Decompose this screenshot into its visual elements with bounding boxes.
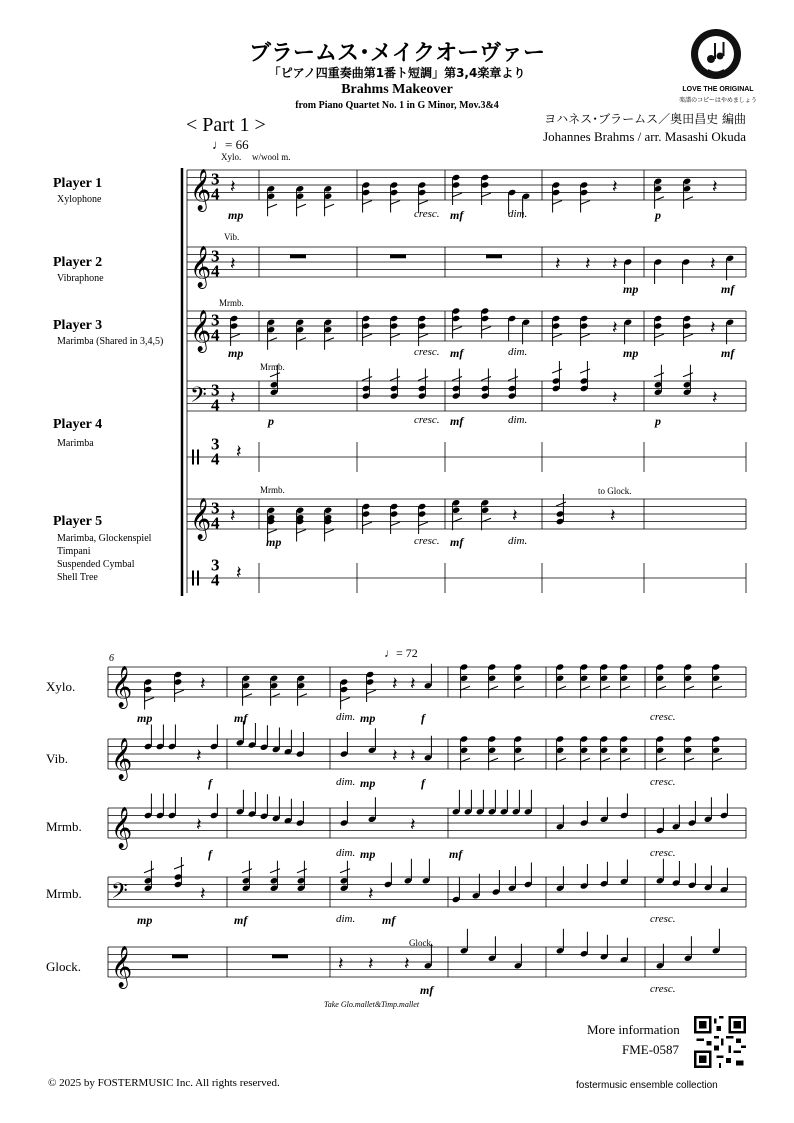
copyright: © 2025 by FOSTERMUSIC Inc. All rights reserved. (48, 1077, 280, 1089)
quarter-rest-icon: 𝄽 (712, 176, 718, 198)
dynamic-p: p (655, 208, 661, 222)
dynamic-mf: mf (234, 711, 248, 725)
tremolo-slash (452, 193, 462, 197)
dynamic-f: f (208, 776, 212, 790)
tremolo-slash (390, 377, 400, 381)
tremolo-slash (270, 869, 280, 873)
dynamic-dim: dim. (336, 847, 356, 859)
composer-japanese: ヨハネス･ブラームス／奥田昌史 編曲 (544, 112, 746, 126)
tremolo-slash (296, 530, 306, 534)
player-5-name: Player 5 (53, 514, 103, 529)
instrument-note-glock: Glock. (409, 938, 434, 948)
percussion-clef-icon (197, 571, 199, 586)
player-2-instrument: Vibraphone (57, 273, 104, 284)
dynamic-mf: mf (450, 346, 464, 360)
quarter-rest-icon: 𝄽 (230, 253, 236, 275)
note-heads (144, 174, 735, 975)
time-signature-top: 3 (211, 310, 220, 330)
treble-clef-icon: 𝄞 (190, 310, 212, 352)
player-3-name: Player 3 (53, 318, 103, 333)
quarter-rest-icon: 𝄽 (710, 317, 716, 339)
dynamic-mf: mf (450, 414, 464, 428)
quarter-rest-icon: 𝄽 (236, 441, 242, 463)
part-label: < Part 1 > (186, 114, 266, 136)
quarter-rest-icon: 𝄽 (196, 814, 202, 836)
player-3-instrument: Marimba (Shared in 3,4,5) (57, 336, 164, 347)
logo-subcaption: 楽譜のコピーはやめましょう (679, 97, 757, 104)
tremolo-slash (552, 334, 562, 338)
whole-rest-icon (390, 255, 406, 259)
tremolo-slash (552, 369, 562, 373)
tremolo-slash (390, 334, 400, 338)
staff-name-mrmb-1: Mrmb. (46, 819, 82, 834)
quarter-rest-icon: 𝄽 (196, 745, 202, 767)
dynamic-dim: dim. (336, 711, 356, 723)
tremolo-slash (270, 373, 280, 377)
player-2-name: Player 2 (53, 255, 103, 270)
player-5-instrument-4: Shell Tree (57, 572, 98, 583)
dynamic-mf: mf (721, 282, 735, 296)
time-signature-top: 3 (211, 434, 220, 454)
tremolo-slash (683, 373, 693, 377)
tremolo-slash (418, 522, 428, 526)
tremolo-slash (481, 193, 491, 197)
tremolo-slash (267, 204, 277, 208)
dynamic-dim: dim. (508, 414, 528, 426)
quarter-rest-icon: 𝄽 (392, 745, 398, 767)
quarter-rest-icon: 𝄽 (392, 673, 398, 695)
quarter-rest-icon: 𝄽 (410, 814, 416, 836)
tremolo-slash (362, 201, 372, 205)
dynamic-p: p (655, 414, 661, 428)
time-signature-top: 3 (211, 555, 220, 575)
tremolo-slash (297, 869, 307, 873)
time-signature-bottom: 4 (211, 184, 220, 204)
quarter-rest-icon: 𝄽 (368, 883, 374, 905)
time-signature-bottom: 4 (211, 449, 220, 469)
tremolo-slash (683, 334, 693, 338)
quarter-rest-icon: 𝄽 (230, 387, 236, 409)
tremolo-slash (362, 377, 372, 381)
quarter-rest-icon: 𝄽 (612, 176, 618, 198)
quarter-note-icon: ♩ (384, 646, 396, 660)
dynamic-mp: mp (360, 711, 376, 725)
tremolo-slash (452, 377, 462, 381)
quarter-rest-icon: 𝄽 (410, 745, 416, 767)
treble-clef-icon: 𝄞 (111, 807, 133, 849)
quarter-rest-icon: 𝄽 (612, 317, 618, 339)
dynamic-mf: mf (420, 983, 434, 997)
tremolo-slash (654, 334, 664, 338)
quarter-rest-icon: 𝄽 (555, 253, 561, 275)
tremolo-slash (580, 201, 590, 205)
tremolo-slash (324, 204, 334, 208)
dynamic-f: f (421, 711, 425, 725)
tempo-value-2: = 72 (396, 646, 418, 660)
dynamic-dim: dim. (336, 776, 356, 788)
tremolo-slash (552, 201, 562, 205)
staff-name-xylo: Xylo. (46, 679, 76, 694)
tremolo-slash (654, 373, 664, 377)
dynamic-p: p (268, 414, 274, 428)
quarter-rest-icon: 𝄽 (712, 387, 718, 409)
percussion-clef-icon (192, 571, 194, 586)
quarter-rest-icon: 𝄽 (410, 673, 416, 695)
tremolo-slash (144, 698, 154, 702)
dynamic-cresc: cresc. (414, 535, 440, 547)
dynamic-mp: mp (137, 711, 153, 725)
quarter-rest-icon: 𝄽 (585, 253, 591, 275)
take-mallet-instruction: Take Glo.mallet&Timp.mallet (324, 1000, 420, 1009)
dynamic-cresc: cresc. (414, 414, 440, 426)
dynamic-f: f (421, 776, 425, 790)
quarter-rest-icon: 𝄽 (612, 387, 618, 409)
time-signature-bottom: 4 (211, 261, 220, 281)
title-japanese: ブラームス･メイクオーヴァー (249, 41, 545, 66)
player-4-instrument: Marimba (57, 438, 94, 449)
tremolo-slash (580, 369, 590, 373)
dynamic-mf: mf (450, 208, 464, 222)
quarter-rest-icon: 𝄽 (230, 505, 236, 527)
tremolo-slash (580, 334, 590, 338)
treble-clef-icon: 𝄞 (190, 246, 212, 288)
time-signature-top: 3 (211, 169, 220, 189)
dynamic-dim: dim. (508, 208, 528, 220)
bass-clef-icon: 𝄢 (190, 382, 207, 413)
time-signature-bottom: 4 (211, 325, 220, 345)
quarter-rest-icon: 𝄽 (200, 673, 206, 695)
tremolo-slash (174, 865, 184, 869)
instrument-note-to-glock: to Glock. (598, 486, 632, 496)
percussion-clef-icon (192, 450, 194, 465)
dynamic-cresc: cresc. (650, 913, 676, 925)
percussion-clef-icon (197, 450, 199, 465)
quarter-rest-icon: 𝄽 (404, 953, 410, 975)
treble-clef-icon: 𝄞 (111, 738, 133, 780)
dynamic-cresc: cresc. (650, 711, 676, 723)
dynamic-dim: dim. (508, 535, 528, 547)
time-signature-bottom: 4 (211, 570, 220, 590)
instrument-note-mrmb-4: Mrmb. (260, 362, 285, 372)
tremolo-slash (556, 502, 566, 506)
dynamic-mp: mp (228, 208, 244, 222)
treble-clef-icon: 𝄞 (190, 169, 212, 211)
tremolo-slash (267, 530, 277, 534)
clefs (111, 169, 220, 989)
tremolo-slash (242, 869, 252, 873)
tremolo-slash (390, 522, 400, 526)
treble-clef-icon: 𝄞 (111, 666, 133, 708)
player-5-instrument-3: Suspended Cymbal (57, 559, 135, 570)
tremolo-slash (508, 377, 518, 381)
staff-lines (108, 170, 746, 977)
qr-code-icon (694, 1016, 746, 1068)
time-signature-top: 3 (211, 246, 220, 266)
subtitle-japanese: 「ピアノ四重奏曲第1番ト短調」第3,4楽章より (268, 66, 526, 80)
tremolo-slash (418, 201, 428, 205)
tremolo-slash (324, 530, 334, 534)
dynamic-mf: mf (234, 913, 248, 927)
tremolo-slash (362, 334, 372, 338)
player-1-name: Player 1 (53, 176, 103, 191)
dynamic-cresc: cresc. (414, 208, 440, 220)
more-information-label: More information (587, 1022, 680, 1037)
composer-english: Johannes Brahms / arr. Masashi Okuda (543, 129, 746, 144)
instrument-note-mrmb-3: Mrmb. (219, 298, 244, 308)
quarter-note-icon: ♩ (212, 137, 225, 152)
dynamic-cresc: cresc. (414, 346, 440, 358)
tremolo-slash (418, 377, 428, 381)
tremolo-slash (481, 327, 491, 331)
instrument-note-mrmb-5: Mrmb. (260, 485, 285, 495)
dynamic-mp: mp (360, 847, 376, 861)
dynamic-mp: mp (228, 346, 244, 360)
tremolo-slash (230, 334, 240, 338)
tremolo-slash (296, 204, 306, 208)
time-signature-bottom: 4 (211, 395, 220, 415)
dynamic-mf: mf (449, 847, 463, 861)
player-5-instrument-1: Marimba, Glockenspiel (57, 533, 152, 544)
dynamic-mf: mf (721, 346, 735, 360)
time-signature-top: 3 (211, 380, 220, 400)
dynamic-mf: mf (382, 913, 396, 927)
subtitle-english: from Piano Quartet No. 1 in G Minor, Mov.3&4 (295, 100, 499, 111)
time-signature-bottom: 4 (211, 513, 220, 533)
barlines (108, 168, 746, 977)
staff-name-glock: Glock. (46, 959, 82, 974)
dynamic-mp: mp (266, 535, 282, 549)
quarter-rest-icon: 𝄽 (338, 953, 344, 975)
player-5-instrument-2: Timpani (57, 546, 91, 557)
bass-clef-icon: 𝄢 (111, 878, 128, 909)
logo-caption: LOVE THE ORIGINAL (682, 86, 754, 93)
tremolo-slash (340, 698, 350, 702)
tremolo-slash (144, 869, 154, 873)
dynamic-mp: mp (360, 776, 376, 790)
staff-name-mrmb-2: Mrmb. (46, 886, 82, 901)
quarter-rest-icon: 𝄽 (512, 505, 518, 527)
quarter-rest-icon: 𝄽 (612, 253, 618, 275)
tremolo-slash (366, 690, 376, 694)
quarter-rest-icon: 𝄽 (200, 883, 206, 905)
tremolo-slash (481, 377, 491, 381)
dynamic-dim: dim. (508, 346, 528, 358)
dynamic-dim: dim. (336, 913, 356, 925)
player-1-instrument: Xylophone (57, 194, 102, 205)
tremolo-slash (452, 327, 462, 331)
tremolo-slash (340, 869, 350, 873)
product-code: FME-0587 (622, 1042, 680, 1057)
dynamic-cresc: cresc. (650, 983, 676, 995)
tremolo-slash (390, 201, 400, 205)
whole-rest-icon (172, 955, 188, 959)
whole-rest-icon (486, 255, 502, 259)
whole-rest-icon (272, 955, 288, 959)
tempo-value-1: = 66 (225, 137, 249, 152)
player-4-name: Player 4 (53, 417, 103, 432)
quarter-rest-icon: 𝄽 (368, 953, 374, 975)
quarter-rest-icon: 𝄽 (610, 505, 616, 527)
staff-name-vib: Vib. (46, 751, 68, 766)
time-signature-top: 3 (211, 498, 220, 518)
quarter-rest-icon: 𝄽 (236, 562, 242, 584)
whole-rest-icon (290, 255, 306, 259)
dynamic-mp: mp (623, 346, 639, 360)
tremolo-slash (418, 334, 428, 338)
treble-clef-icon: 𝄞 (190, 498, 212, 540)
title-english: Brahms Makeover (341, 82, 453, 97)
dynamic-f: f (208, 847, 212, 861)
quarter-rest-icon: 𝄽 (230, 176, 236, 198)
treble-clef-icon: 𝄞 (111, 946, 133, 988)
tremolo-slash (174, 690, 184, 694)
instrument-note-xylo: Xylo. (221, 152, 242, 162)
instrument-note-vib: Vib. (224, 232, 240, 242)
instrument-note-wool-mallet: w/wool m. (252, 152, 291, 162)
series-name: fostermusic ensemble collection (576, 1080, 718, 1091)
quarter-rest-icon: 𝄽 (710, 253, 716, 275)
dynamic-cresc: cresc. (650, 847, 676, 859)
dynamic-mp: mp (137, 913, 153, 927)
dynamic-mp: mp (623, 282, 639, 296)
dynamic-cresc: cresc. (650, 776, 676, 788)
dynamic-mf: mf (450, 535, 464, 549)
tremolo-slash (362, 522, 372, 526)
measure-number: 6 (109, 653, 114, 664)
